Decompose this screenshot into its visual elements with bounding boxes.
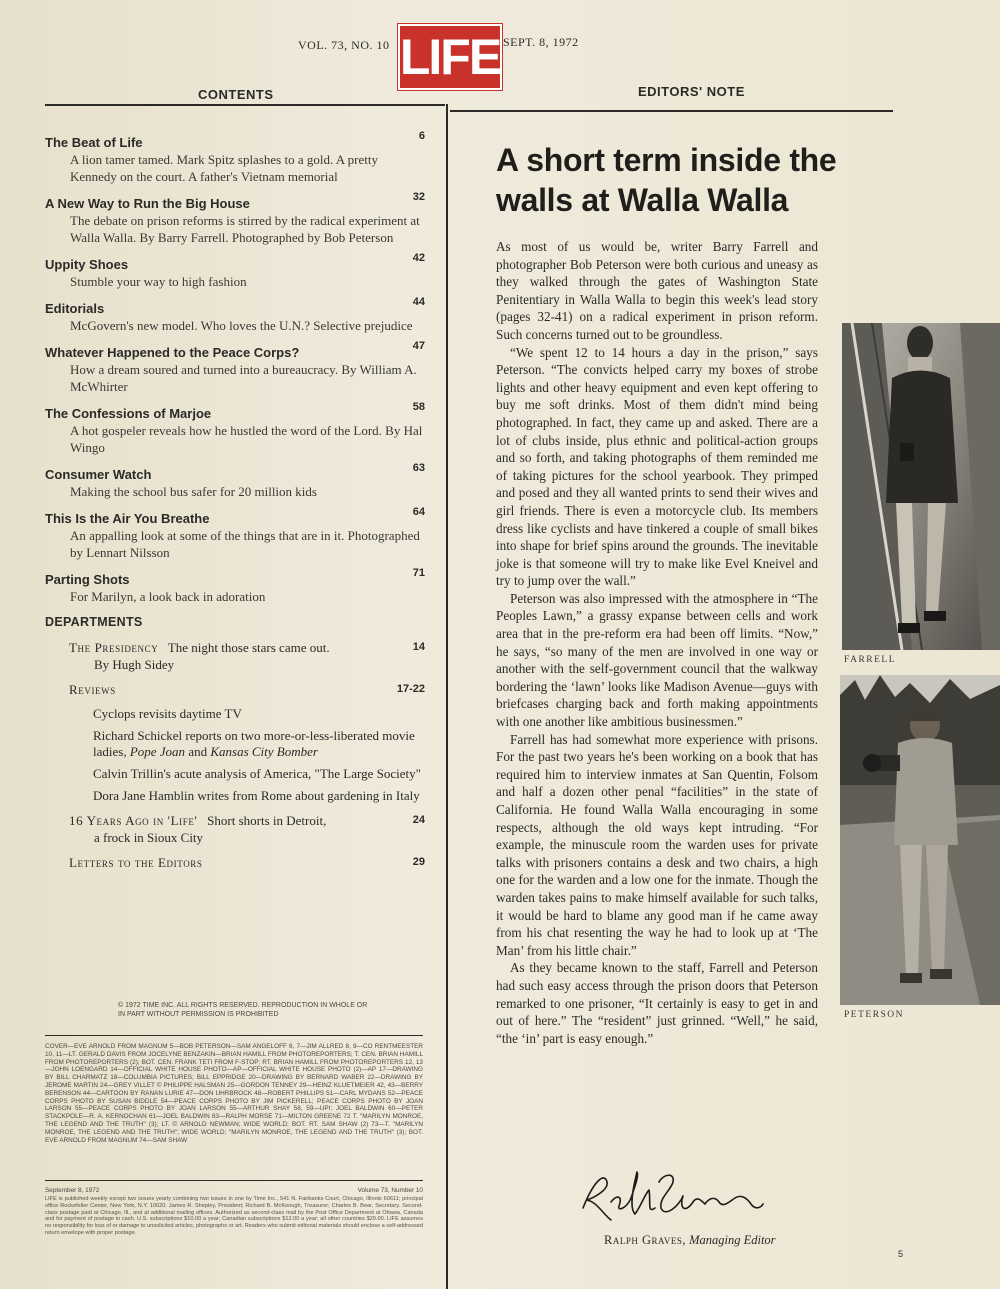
- toc-item: [45, 130, 425, 185]
- toc-item-desc: For Marilyn, a look back in adoration: [70, 589, 266, 604]
- toc-item-desc: How a dream soured and turned into a bureaucracy. By William A. McWhirter: [70, 362, 417, 394]
- dept-name: Reviews: [69, 682, 116, 697]
- toc-item: [45, 191, 425, 246]
- pub-date: September 8, 1972: [45, 1187, 100, 1194]
- ralph-graves-signature: [575, 1168, 765, 1230]
- table-of-contents: [45, 130, 425, 879]
- dept-page: 14: [412, 641, 425, 653]
- volume-number: VOL. 73, NO. 10: [298, 38, 390, 52]
- editors-note-heading: EDITORS' NOTE: [638, 84, 745, 99]
- review-item: [93, 728, 425, 760]
- column-divider: [446, 104, 448, 1289]
- toc-item-page: 47: [412, 340, 425, 352]
- toc-item-title: The Confessions of Marjoe: [45, 406, 212, 421]
- farrell-caption: FARRELL: [844, 655, 897, 665]
- toc-item: [45, 567, 425, 605]
- review-film-title: Kansas City Bomber: [210, 744, 318, 759]
- dept-byline: By Hugh Sidey: [94, 657, 175, 672]
- dept-name: Letters to the Editors: [69, 855, 203, 870]
- signer-name: Ralph Graves,: [604, 1233, 686, 1247]
- dept-reviews: [69, 681, 425, 698]
- toc-item-title: Uppity Shoes: [45, 257, 129, 272]
- editors-note-rule: [450, 110, 893, 112]
- farrell-photo-image: [842, 323, 1000, 650]
- toc-item-page: 44: [412, 296, 425, 308]
- toc-item-desc: Making the school bus safer for 20 million kids: [70, 484, 317, 499]
- toc-item-title: The Beat of Life: [45, 135, 143, 150]
- toc-item-page: 6: [418, 130, 425, 142]
- article-paragraph: Peterson was also impressed with the atmosphere in “The Peoples Lawn,” a grassy expanse between cells and work area that in the pre-reform era had been off limits. “Now,” he says, “so many of the men are involved in one way or another with the self-government council that the walkway bordering the ‘lawn’ looks like Madison Avenue—guys with briefcases charging back and forth making appointments with one another like ambitious businessmen.”: [496, 590, 818, 730]
- contents-heading: CONTENTS: [198, 87, 274, 102]
- dept-name: 16 Years Ago in 'Life': [69, 813, 198, 828]
- peterson-caption: PETERSON: [844, 1010, 905, 1020]
- publication-info: LIFE is published weekly except two issues yearly combining two issues in one by Time Inc., 541 N. Fairbanks Court, Chicago, Illinois 60611; principal office Rockefeller Center, New York, N.Y. 10020. James R. Shepley, President; Richard B. McKeough, Treasurer; Charles B. Bear, Secretary. Second-class postage paid at Chicago, Ill., and at additional mailing offices. Authorized as second-class mail by the Post Office Department at Ottawa, Canada and for payment of postage in cash. U.S. subscriptions $10.00 a year; Canadian subscriptions $12.00 a year; all other countries $20.00. LIFE assumes no responsibility for loss of or damage to unsolicited articles, photographs or art. Readers who submit editorial materials should enclose a self-addressed return envelope with proper postage.: [45, 1196, 423, 1236]
- departments-heading: DEPARTMENTS: [45, 615, 143, 629]
- toc-item: [45, 506, 425, 561]
- pub-row: [45, 1187, 423, 1194]
- farrell-photo: [842, 323, 1000, 650]
- dept-page: 17-22: [396, 683, 425, 695]
- toc-item-page: 58: [412, 401, 425, 413]
- dept-page: 24: [412, 814, 425, 826]
- toc-item: [45, 252, 425, 290]
- review-text: Richard Schickel reports on two more-or-less-liberated movie ladies,: [93, 728, 415, 759]
- logo-text: LIFE: [399, 29, 501, 85]
- review-item: Calvin Trillin's acute analysis of America, "The Large Society": [93, 766, 421, 781]
- article-paragraph: As they became known to the staff, Farrell and Peterson had such easy access through the prison doors that Peterson remarked to one prisoner, “It certainly is easy to get in and out of here.” The “resident” just grinned. “Well,” he said, “the ‘in’ part is easy enough.”: [496, 960, 818, 1046]
- toc-item-desc: The debate on prison reforms is stirred by the radical experiment at Walla Walla. By Barry Farrell. Photographed by Bob Peterson: [70, 213, 420, 245]
- article-paragraph: Farrell has had somewhat more experience with prisons. For the past two years he's been working on a book that has required him to interview inmates at San Quentin, Folsom and half a dozen other penal “facilities” in the state of California. He found Walla Walla encouraging in some respects, although the old ways kept intruding. “For example, the minuscule room the warden uses for private talks with prisoners contains a desk and two chairs, a high one for the warden and a low one for the inmate. Though the warden takes pains to make himself available for such talks, it would be hard to blame any good man if he came away from his chat resenting the way he had to look up at ‘The Man’ from his little chair.”: [496, 731, 818, 958]
- issue-date: SEPT. 8, 1972: [503, 35, 579, 49]
- toc-item-desc: A hot gospeler reveals how he hustled the word of the Lord. By Hal Wingo: [70, 423, 423, 455]
- dept-letters: [69, 854, 425, 871]
- peterson-photo-image: [840, 675, 1000, 1005]
- toc-item-page: 64: [412, 506, 425, 518]
- photo-credits: COVER—EVE ARNOLD FROM MAGNUM 5—BOB PETERSON—SAM ANGELOFF 6, 7—JIM ALLRED 8, 9—CO RENTMEESTER 10, 11—LT. GERALD DAVIS FROM JOCELYNE BENZAKIN—BRIAN HAMILL FROM PHOTOREPORTERS; T. CEN. BRIAN HAMILL FROM PHOTOREPORTERS (2); BOT. CEN. FRANK TETI FROM F-STOP; RT. BRIAN HAMILL FROM PHOTOREPORTERS 12, 13—JOHN LOENGARD 14—OFFICIAL WHITE HOUSE PHOTO—AP—OFFICIAL WHITE HOUSE PHOTO (2)—AP 17—DRAWING BY BILL CHARMATZ 18—COLUMBIA PICTURES; BILL EPPRIDGE 20—DRAWING BY BERNARD WABER 22—DRAWING BY JEROME MARTIN 24—GREY VILLET © PHILIPPE HALSMAN 25—GORDON TENNEY 29—HEINZ KLUETMEIER 42, 43—BERRY BERENSON 44—CARTOON BY RANAN LURIE 47—DON UHRBROCK 48—ROBERT PHILLIPS 51—CARL MYDANS 52—PEACE CORPS PHOTO BY SUSAN BIDDLE 54—PEACE CORPS PHOTO BY JIM PICKERELL; PEACE CORPS PHOTO BY JOAN LARSON 55—PEACE CORPS PHOTO BY JOAN LARSON 55—ARTHUR SHAY 58, 59—UPI; JOEL BALDWIN 60—PETER STACKPOLE—R. A. KERNOCHAN 61—JOEL BALDWIN 63—RALPH MORSE 71—MILTON GREENE 72 T. "MARILYN MONROE, THE LEGEND AND THE TRUTH" (3); LT. © ARNOLD NEWMAN; WIDE WORLD; BOT. RT. SAM SHAW (2) 73—T. "MARILYN MONROE, THE LEGEND AND THE TRUTH"; WIDE WORLD; "MARILYN MONROE, THE LEGEND AND THE TRUTH" (3); BOT. EVE ARNOLD FROM MAGNUM 74—SAM SHAW: [45, 1043, 423, 1144]
- pub-rule: [45, 1180, 423, 1181]
- toc-item-title: Parting Shots: [45, 572, 130, 587]
- toc-item-desc: A lion tamer tamed. Mark Spitz splashes to a gold. A pretty Kennedy on the court. A father's Vietnam memorial: [70, 152, 378, 184]
- article-body: [496, 238, 818, 1047]
- credits-rule: [45, 1035, 423, 1036]
- toc-item-title: This Is the Air You Breathe: [45, 511, 210, 526]
- dept-name: The Presidency: [69, 640, 159, 655]
- toc-item: [45, 462, 425, 500]
- article-headline: A short term inside the walls at Walla Walla: [496, 142, 837, 218]
- signer-title: Managing Editor: [689, 1233, 776, 1247]
- signer: [604, 1233, 776, 1248]
- life-logo: [398, 24, 502, 90]
- page-number: 5: [898, 1249, 904, 1259]
- dept-text-cont: a frock in Sioux City: [94, 830, 204, 845]
- contents-rule: [45, 104, 445, 106]
- article-paragraph: “We spent 12 to 14 hours a day in the prison,” says Peterson. “The convicts helped carry my boxes of strobe lights and other heavy equipment and even kept offering to buy me soft drinks. Most of them didn't mind being photographed. In fact, they came up and asked. There are a lot of clubs inside, plus ethnic and political-action groups and so forth, and taking photographs of them reminded me of taking pictures for the school yearbook. They primped and posed and they all wanted prints to send their wives and girl friends. There is even a motorcycle club. Its members dress like cyclists and have tinkered a couple of small bikes into shape for brief spins around the grounds. The inevitable joke is that someone will try to make like Evel Kneivel and try to jump over the wall.”: [496, 344, 818, 589]
- toc-item-desc: Stumble your way to high fashion: [70, 274, 247, 289]
- toc-item-page: 63: [412, 462, 425, 474]
- toc-item-title: Whatever Happened to the Peace Corps?: [45, 345, 300, 360]
- review-item: Dora Jane Hamblin writes from Rome about gardening in Italy: [93, 788, 420, 803]
- signature-text: Ralph Graves: [575, 1228, 581, 1229]
- toc-item-desc: An appalling look at some of the things that are in it. Photographed by Lennart Nilsson: [70, 528, 420, 560]
- pub-volume: Volume 73, Number 10: [357, 1187, 423, 1194]
- toc-item: [45, 340, 425, 395]
- toc-item-page: 71: [412, 567, 425, 579]
- dept-text: Short shorts in Detroit,: [207, 813, 327, 828]
- toc-item: [45, 296, 425, 334]
- dept-presidency: [69, 639, 425, 673]
- toc-item-title: A New Way to Run the Big House: [45, 196, 250, 211]
- toc-item-title: Consumer Watch: [45, 467, 152, 482]
- review-film-title: Pope Joan: [129, 744, 186, 759]
- dept-text: The night those stars came out.: [167, 640, 330, 655]
- toc-item-desc: McGovern's new model. Who loves the U.N.? Selective prejudice: [70, 318, 413, 333]
- copyright-notice: © 1972 TIME INC. ALL RIGHTS RESERVED. REPRODUCTION IN WHOLE OR IN PART WITHOUT PERMISSION IS PROHIBITED: [118, 1002, 368, 1018]
- toc-item-page: 42: [412, 252, 425, 264]
- toc-item: [45, 401, 425, 456]
- review-text: and: [185, 744, 211, 759]
- peterson-photo: [840, 675, 1000, 1005]
- dept-years-ago: [69, 812, 425, 846]
- toc-item-page: 32: [412, 191, 425, 203]
- dept-page: 29: [412, 856, 425, 868]
- toc-item-title: Editorials: [45, 301, 105, 316]
- article-paragraph: As most of us would be, writer Barry Farrell and photographer Bob Peterson were both curious and uneasy as they walked through the gates of Washington State Penitentiary in Walla Walla to begin this week's lead story (pages 32-41) on a radical experiment in prison reform. Such concerns turned out to be groundless.: [496, 239, 818, 342]
- review-item: Cyclops revisits daytime TV: [93, 706, 242, 721]
